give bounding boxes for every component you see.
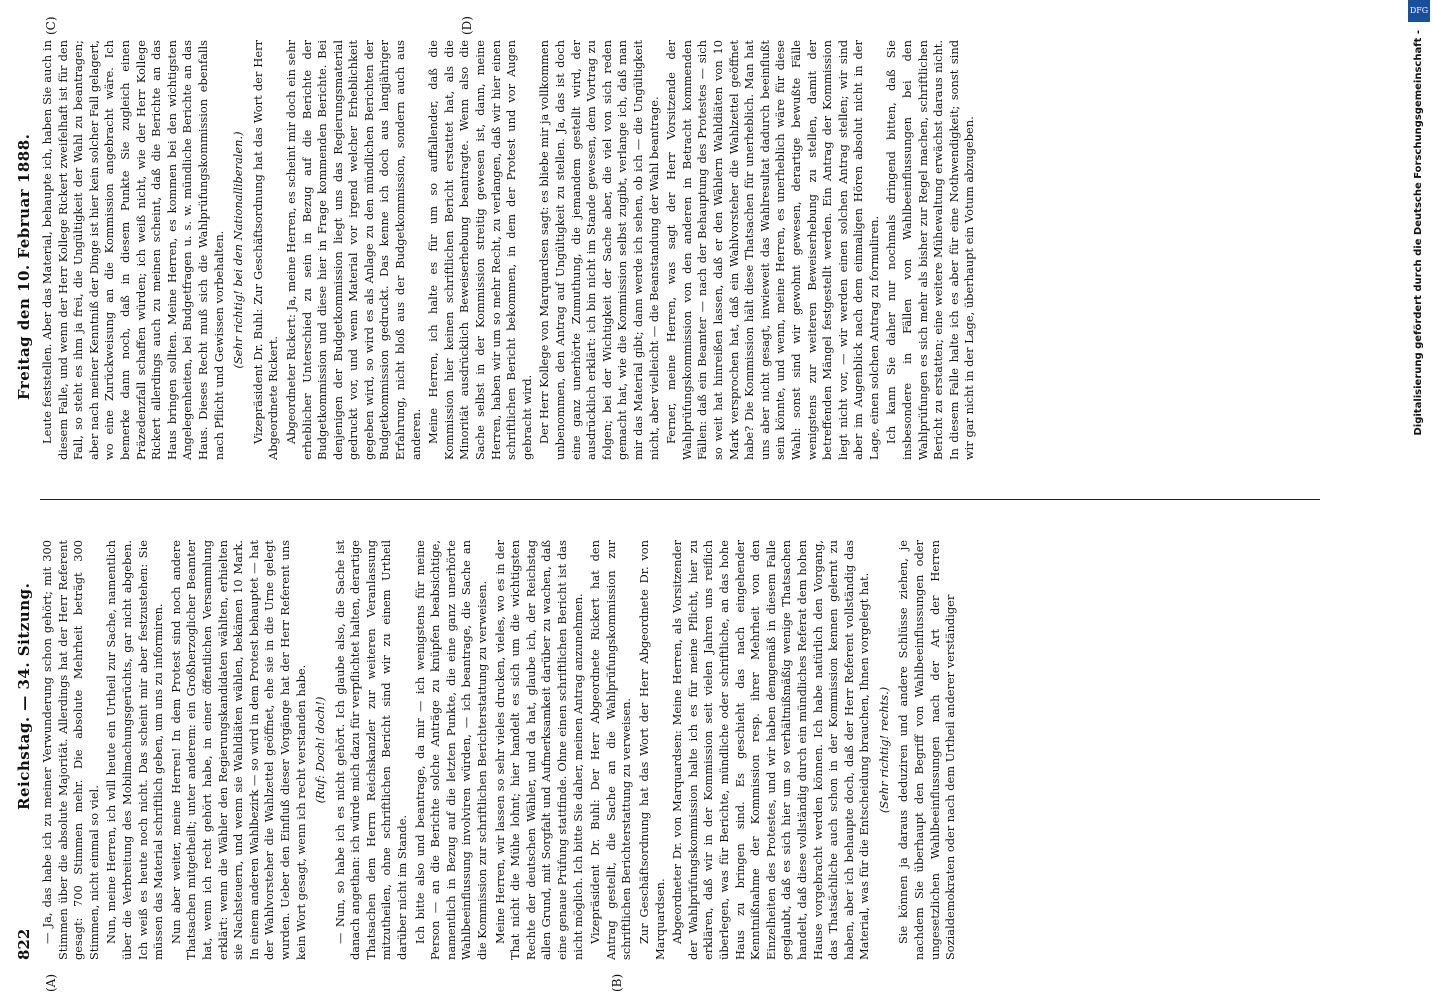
- margin-mark-c: (C): [44, 16, 58, 35]
- paragraph: Zur Geschäftsordnung hat das Wort der Herr Abgeordnete Dr. von Marquardsen.: [636, 540, 667, 960]
- dfg-logo: DFG: [1408, 0, 1430, 22]
- right-running-title: Freitag den 10. Februar 1888.: [15, 133, 33, 400]
- paragraph: Sie können ja daraus deduziren und andere Schlüsse ziehen, je nachdem Sie überhaupt den Begriff von Wahlbeeinflussungen oder ungesetzlichen Wahlbeeinflussungen nach der Art der Herren Sozialdemokraten oder nach dem Urtheil anderer verständiger: [896, 540, 958, 960]
- left-page-header: [10, 510, 38, 960]
- margin-mark-b: (B): [610, 973, 624, 992]
- right-text-column: [40, 40, 1340, 460]
- paragraph: Meine Herren, wir lassen so sehr vieles drucken, vieles, wo es in der That nicht die Mühe lohnt; hier handelt es sich um die wichtigsten Rechte der deutschen Wähler, und da hat, glaube ich, der Reichstag allen Grund, mit Sorgfalt und Aufmerksamkeit darüber zu wachen, daß eine genaue Prüfung stattfinde. Ohne einen schriftlichen Bericht ist das nicht möglich. Ich bitte Sie daher, meinen Antrag anzunehmen.: [492, 540, 585, 960]
- paragraph: — Ja, das habe ich zu meiner Verwunderung schon gehört; mit 300 Stimmen über die absolute Majorität. Allerdings hat der Herr Referent gesagt: 700 Stimmen mehr. Die absolute Mehrheit beträgt 300 Stimmen, nicht einmal so viel.: [40, 540, 101, 960]
- paragraph: Der Herr Kollege von Marquardsen sagt: es bliebe mir ja vollkommen unbenommen, den Antrag auf Ungültigkeit zu stellen. Ja, das ist doch eine ganz unerhörte Zumuthung, die jemandem gestellt wird, der ausdrücklich erklärt: ich bin nicht im Stande gewesen, dem Vortrag zu folgen; bei der Wichtigkeit der Sache aber, die viel von sich reden gemacht hat, wie die Kommission selbst zugibt, verlange ich, daß man mir das Material gibt; dann werde ich sehen, ob ich — die Ungültigkeit nicht, aber vielleicht — die Beanstandung der Wahl beantrage.: [537, 40, 661, 460]
- paragraph: Leute feststellen. Aber das Material, behaupte ich, haben Sie auch in diesem Falle, und wenn der Herr Kollege Rickert zweifelhaft ist für den Fall, so steht es ihm ja frei, die Ungültigkeit der Wahl zu beantragen; aber nach meiner Kenntniß der Dinge ist hier kein solcher Fall gelagert, wo eine Zurückweisung an die Kommission angebracht wäre. Ich bemerke dann noch, daß in diesem Punkte Sie zugleich einen Präzedenzfall schaffen würden; ich weiß nicht, wie der Herr Kollege Rickert allerdings auch zu meinen scheint, daß die Berichte an das Haus bringen sollten. Meine Herren, es kommen bei den wichtigsten Angelegenheiten, bei Budgetfragen u. s. w. mündliche Berichte an das Haus. Dieses Recht muß sich die Wahlprüfungskommission ebenfalls nach Pflicht und Gewissen vorbehalten.: [40, 40, 226, 460]
- paragraph: Meine Herren, ich halte es für um so auffallender, daß die Kommission hier keinen schriftlichen Bericht erstattet hat, als die Minorität ausdrücklich Beweiserhebung beantragte. Wenn also die Sache selbst in der Kommission streitig gewesen ist, dann, meine Herren, haben wir um so mehr Recht, zu verlangen, daß wir hier einen schriftlichen Bericht bekommen, in dem der Protest und vor Augen gebracht wird.: [426, 40, 534, 460]
- digitization-credit: [1408, 0, 1430, 1000]
- right-page-header: [10, 20, 38, 490]
- interjection: (Sehr richtig! bei den Nationalliberalen.): [231, 131, 246, 369]
- margin-mark-d: (D): [460, 16, 474, 35]
- speaker-paragraph: Vizepräsident Dr. Buhl: Zur Geschäftsordnung hat das Wort der Herr Abgeordnete Rickert.: [250, 40, 281, 460]
- interjection: (Ruf: Doch! doch!): [313, 696, 328, 804]
- paragraph: Ferner, meine Herren, was sagt der Herr Vorsitzende der Wahlprüfungskommission von den anderen in Betracht kommenden Fällen: daß ein Beamter — nach der Behauptung des Protestes — sich so weit hat hinreißen lassen, daß er den Wählern Wahldiäten von 10 Mark versprochen hat, daß ein Wahlvorsteher die Wahlzettel geöffnet habe? Die Kommission hält diese Thatsachen für unerheblich. Man hat uns aber nicht gesagt, inwieweit das Wahlresultat dadurch beeinflußt sein könnte, und wenn, meine Herren, es unerheblich wäre für diese Wahl: sonst sind wir gewohnt gewesen, derartige bewußte Fälle wenigstens zur weiteren Beweiserhebung zu stellen, damit der betreffenden Mängel festgestellt werden. Ein Antrag der Kommission liegt nicht vor, — wir werden einen solchen Antrag stellen; wir sind aber im Augenblick nach dem einmaligen Hören absolut nicht in der Lage, einen solchen Antrag zu formuliren.: [664, 40, 881, 460]
- margin-mark-a: (A): [44, 973, 58, 992]
- speaker-paragraph: Abgeordneter Rickert: Ja, meine Herren, es scheint mir doch ein sehr erheblicher Unterschied zu sein in Bezug auf die Berichte der Budgetkommission und diese hier in Frage kommenden Berichte. Bei denjenigen der Budgetkommission liegt uns das Regierungsmaterial gedruckt vor, und wenn Material vor irgend welcher Erheblichkeit gegeben wird, so wird es als Anlage zu den mündlichen Berichten der Budgetkommission gedruckt. Das kenne ich doch aus langjähriger Erfahrung, nicht bloß aus der Budgetkommission, sondern auch aus anderen.: [283, 40, 423, 460]
- paragraph: Nun, meine Herren, ich will heute ein Urtheil zur Sache, namentlich über die Verbreitung des Mobilmachungsgerüchts, gar nicht abgeben. Ich weiß es heute noch nicht. Das scheint mir aber festzustehen: Sie müssen das Material schriftlich geben, um uns zu informiren.: [104, 540, 166, 960]
- speaker-paragraph: Abgeordneter Dr. von Marquardsen: Meine Herren, als Vorsitzender der Wahlprüfungskommission halte ich es für meine Pflicht, hier zu erklären, daß wir in der Kommission seit vielen Jahren uns reiflich überlegen, was für Berichte, mündliche oder schriftliche, an das hohe Haus zu bringen sind. Es geschieht das nach eingehender Kenntnißnahme der Kommission resp. ihrer Mehrheit von den Einzelheiten des Protestes, und wir haben demgemäß in diesem Falle geglaubt, daß es sich hier um so verhältnißmäßig wenige Thatsachen handelt, daß diese vollständig durch ein mündliches Referat dem hohen Hause vorgebracht werden können. Ich habe natürlich den Vorgang, das Thatsächliche auch schon in der Kommission kennen gelernt zu haben, aber ich behaupte doch, daß der Herr Referent vollständig das Material, was für die Entscheidung brauchen, Ihnen vorgelegt hat.: [670, 540, 872, 960]
- speaker-paragraph: Vizepräsident Dr. Buhl: Der Herr Abgeordnete Rickert hat den Antrag gestellt, die Sache an die Wahlprüfungskommission zur schriftlichen Berichterstattung zu verweisen.: [588, 540, 634, 960]
- credit-text: Digitalisierung gefördert durch die Deutsche Forschungsgemeinschaft -: [1413, 30, 1424, 436]
- interjection: (Sehr richtig! rechts.): [876, 686, 891, 814]
- left-running-title: Reichstag. — 34. Sitzung.: [15, 582, 33, 810]
- paragraph: — Nun, so habe ich es nicht gehört. Ich glaube also, die Sache ist danach angethan: ich würde mich dazu für verpflichtet halten, derartige Thatsachen dem Herrn Reichskanzler zur weiteren Veranlassung mitzutheilen, ohne schriftlichen Bericht sind wir zu einem Urtheil darüber nicht im Stande.: [332, 540, 410, 960]
- left-text-column: [40, 540, 1340, 960]
- paragraph: Ich bitte also und beantrage, da mir — ich wenigstens für meine Person — an die Berichte solche Anträge zu knüpfen beabsichtige, namentlich in Bezug auf die letzten Punkte, die eine ganz unerhörte Wahlbeeinflussung involviren würden, — ich beantrage, die Sache an die Kommission zur schriftlichen Berichterstattung zu verweisen.: [412, 540, 490, 960]
- paragraph: Nun aber weiter, meine Herren! In dem Protest sind noch andere Thatsachen mitgetheilt; unter anderem: ein Großherzoglicher Beamter hat, wenn ich recht gehört habe, in einer öffentlichen Versammlung erklärt: wenn die Wähler den Regierungskandidaten wählten, erhielten sie Nachsteuern, und wenn sie Wahldiäten wählen, bekämen 10 Mark. In einem anderen Wahlbezirk — so wird in dem Protest behauptet — hat der Wahlvorsteher die Wahlzettel geöffnet, ehe sie in die Urne gelegt wurden. Ueber den Einfluß dieser Vorgänge hat der Herr Referent uns kein Wort gesagt, wenn ich recht verstanden habe.: [168, 540, 308, 960]
- column-divider: [40, 499, 1320, 500]
- left-page-number: 822: [15, 928, 33, 960]
- paragraph: Ich kann Sie daher nur nochmals dringend bitten, daß Sie insbesondere in Fällen von Wahlbeeinflussungen bei den Wahlprüfungen es sich mehr als bisher zur Regel machen, schriftlichen Bericht zu erstatten; eine weitere Mühewaltung erwächst daraus nicht. In diesem Falle halte ich es aber für eine Nothwendigkeit; sonst sind wir gar nicht in der Lage, überhaupt ein Votum abzugeben.: [884, 40, 977, 460]
